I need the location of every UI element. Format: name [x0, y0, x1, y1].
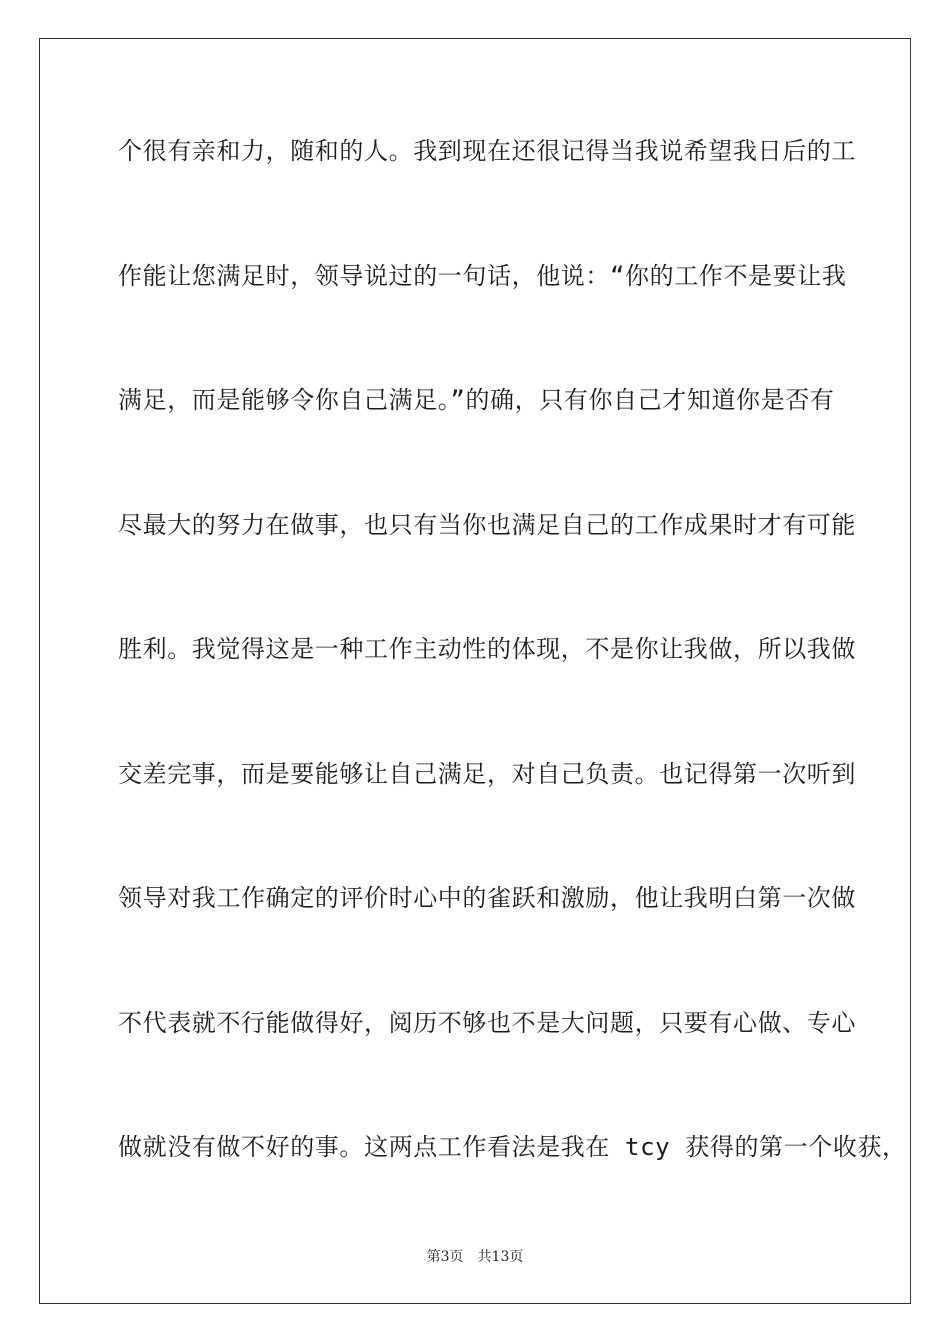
- text-line: 满足，而是能够令你自己满足。”的确，只有你自己才知道你是否有: [118, 386, 835, 414]
- text-line: 做就没有做不好的事。这两点工作看法是我在 tcy 获得的第一个收获，: [118, 1133, 907, 1161]
- document-body: [118, 125, 907, 1246]
- text-line: 胜利。我觉得这是一种工作主动性的体现，不是你让我做，所以我做: [118, 635, 856, 663]
- text-line: 领导对我工作确定的评价时心中的雀跃和激励，他让我明白第一次做: [118, 884, 856, 912]
- text-line: 不代表就不行能做得好，阅历不够也不是大问题，只要有心做、专心: [118, 1008, 856, 1037]
- text-line: 尽最大的努力在做事，也只有当你也满足自己的工作成果时才有可能: [118, 510, 856, 539]
- text-line: 作能让您满足时，领导说过的一句话，他说：“你的工作不是要让我: [118, 261, 847, 290]
- text-line: 交差完事，而是要能够让自己满足，对自己负责。也记得第一次听到: [118, 759, 856, 788]
- page-number: 第3页: [426, 1249, 464, 1265]
- text-line: 个很有亲和力，随和的人。我到现在还很记得当我说希望我日后的工: [118, 137, 856, 165]
- page-total: 共13页: [477, 1249, 524, 1265]
- page-footer: [0, 1246, 950, 1266]
